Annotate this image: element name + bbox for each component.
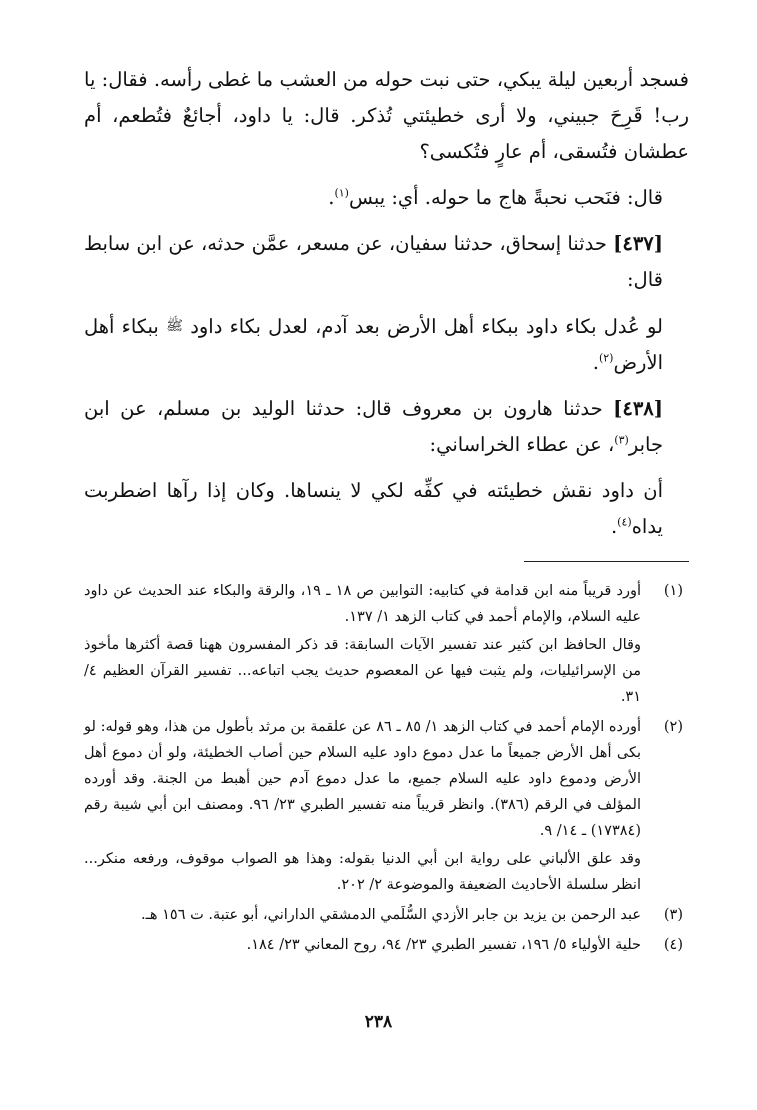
period: .: [328, 186, 335, 209]
footnote-4: [84, 932, 689, 960]
footnote-paragraph: وقد علق الألباني على رواية ابن أبي الدنيا بقوله: وهذا هو الصواب موقوف، ورفعه منكر... انظر سلسلة الأحاديث الضعيفة والموضوعة ٢/ ٢٠٢.: [84, 851, 641, 893]
footnote-body: [84, 714, 641, 900]
footnote-paragraph: وقال الحافظ ابن كثير عند تفسير الآيات السابقة: قد ذكر المفسرون ههنا قصة أكثرها مأخوذ من الإسرائيليات، ولم يثبت فيها عن المعصوم حديث يجب اتباعه... تفسير القرآن العظيم ٤/ ٣١.: [84, 637, 641, 705]
footnote-body: [84, 902, 641, 930]
hadith-438-isnad: [84, 391, 689, 463]
footnote-ref-3: (٣): [614, 433, 629, 447]
footnote-number: (٣): [663, 907, 683, 923]
footnote-2: [84, 714, 689, 900]
period: .: [610, 515, 618, 538]
paragraph-2: [84, 180, 689, 216]
paragraph-1: فسجد أربعين ليلة يبكي، حتى نبت حوله من العشب ما غطى رأسه. فقال: يا رب! قَرِحَ جبيني، ولا أرى خطيئتي تُذكر. قال: يا داود، أجائعٌ فتُطعم، أم عطشان فتُسقى، أم عارٍ فتُكسى؟: [84, 68, 689, 163]
footnote-body: [84, 578, 641, 712]
footnote-paragraph: أورده الإمام أحمد في كتاب الزهد ١/ ٨٥ ـ ٨٦ عن علقمة بن مرثد بأطول من هذا، وهو قوله: لو بكى أهل الأرض جميعاً ما عدل دموع داود عليه السلام حين أصاب الخطيئة، ولو أن دموع أهل الأرض ودموع داود عليه السلام جميع، ما عدل دموع آدم حين أهبط من الجنة. وقد أورده المؤلف في الرقم (٣٨٦). وانظر قريباً منه تفسير الطبري ٢٣/ ٩٦. ومصنف ابن أبي شيبة رقم (١٧٣٨٤) ـ ١٤/ ٩.: [84, 719, 641, 839]
footnote-3: [84, 902, 689, 930]
footnote-number: (٢): [663, 719, 683, 735]
hadith-438-text: [84, 473, 689, 545]
hadith-437-text: [84, 308, 689, 381]
footnote-number: (٤): [663, 937, 683, 953]
salawat-ligature-icon: ﷺ: [166, 318, 183, 334]
period: .: [592, 351, 599, 374]
footnote-body: [84, 932, 641, 960]
hadith-437-isnad-text: حدثنا إسحاق، حدثنا سفيان، عن مسعر، عمَّن حدثه، عن ابن سابط قال:: [84, 232, 663, 291]
hadith-437-isnad: [84, 226, 689, 298]
footnote-ref-4: (٤): [617, 515, 632, 529]
footnote-separator: [524, 561, 689, 562]
footnote-ref-2: (٢): [598, 351, 614, 365]
footnote-paragraph: عبد الرحمن بن يزيد بن جابر الأزدي السُّلَمي الدمشقي الداراني، أبو عتبة. ت ١٥٦ هـ.: [141, 907, 641, 923]
hadith-437-text-a: لو عُدل بكاء داود ببكاء أهل الأرض بعد آدم، لعدل بكاء داود: [183, 315, 664, 338]
footnote-ref-1: (١): [334, 186, 349, 200]
footnote-1: [84, 578, 689, 712]
footnote-paragraph: أورد قريباً منه ابن قدامة في كتابيه: التوابين ص ١٨ ـ ١٩، والرقة والبكاء عند الحديث عن داود عليه السلام، والإمام أحمد في كتاب الزهد ١/ ١٣٧.: [84, 583, 642, 625]
paragraph-2-text: قال: فنَحب نحبةً هاج ما حوله. أي: يبس: [348, 186, 663, 209]
hadith-437-text-b: ببكاء أهل الأرض: [84, 315, 663, 374]
hadith-number-438: [٤٣٨]: [613, 397, 663, 420]
footnotes: [84, 578, 689, 960]
footnote-number: (١): [663, 583, 683, 599]
hadith-438-isnad-a: حدثنا هارون بن معروف قال: حدثنا الوليد بن مسلم، عن ابن جابر: [84, 397, 663, 456]
main-text: [84, 62, 689, 545]
footnote-paragraph: حلية الأولياء ٥/ ١٩٦، تفسير الطبري ٢٣/ ٩٤، روح المعاني ٢٣/ ١٨٤.: [246, 937, 641, 953]
hadith-438-text-body: أن داود نقش خطيئته في كفِّه لكي لا ينساها. وكان إذا رآها اضطربت يداه: [84, 479, 663, 538]
hadith-number-437: [٤٣٧]: [613, 232, 663, 255]
page-number: ٢٣٨: [364, 1012, 393, 1032]
hadith-438-isnad-b: ، عن عطاء الخراساني:: [429, 433, 615, 456]
